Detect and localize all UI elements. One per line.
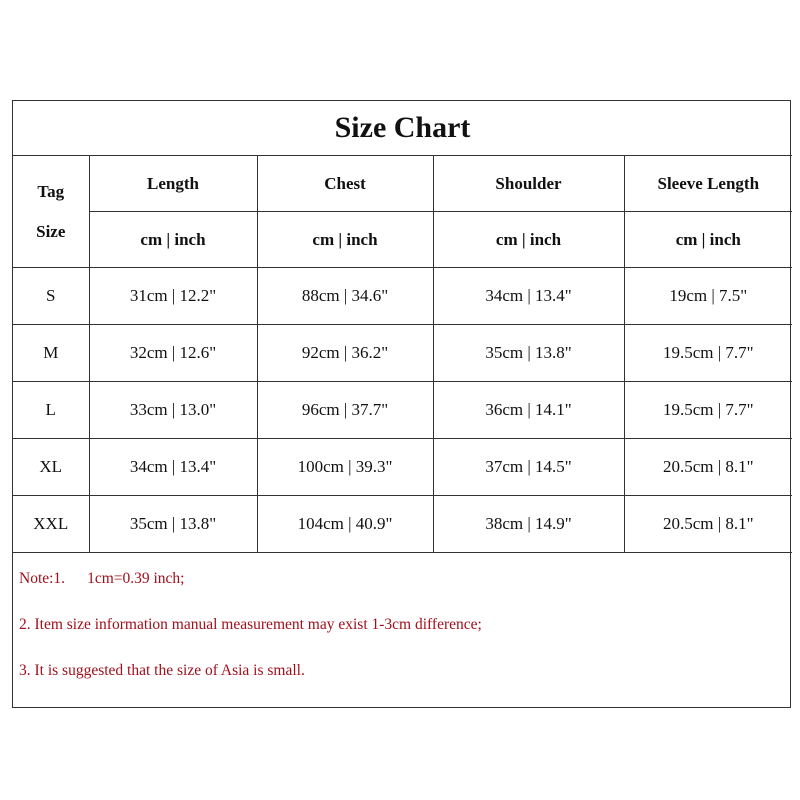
sleeve-cell: 20.5cm | 8.1" xyxy=(624,439,792,496)
column-header-sleeve-length: Sleeve Length xyxy=(624,156,792,212)
shoulder-cell: 37cm | 14.5" xyxy=(433,439,624,496)
size-label: Size xyxy=(36,221,66,241)
chest-cell: 100cm | 39.3" xyxy=(257,439,433,496)
size-cell: XXL xyxy=(13,496,89,553)
unit-label: cm | inch xyxy=(257,212,433,268)
notes-section xyxy=(13,553,790,707)
size-cell: M xyxy=(13,325,89,382)
note-1 xyxy=(19,567,784,613)
sleeve-cell: 19.5cm | 7.7" xyxy=(624,382,792,439)
table-row xyxy=(13,325,792,382)
length-cell: 33cm | 13.0" xyxy=(89,382,257,439)
size-cell: XL xyxy=(13,439,89,496)
unit-label: cm | inch xyxy=(433,212,624,268)
size-cell: L xyxy=(13,382,89,439)
note-3: 3. It is suggested that the size of Asia is small. xyxy=(19,662,305,679)
chest-cell: 92cm | 36.2" xyxy=(257,325,433,382)
sleeve-cell: 19cm | 7.5" xyxy=(624,268,792,325)
length-cell: 31cm | 12.2" xyxy=(89,268,257,325)
note-2: 2. Item size information manual measurement may exist 1-3cm difference; xyxy=(19,616,482,633)
length-cell: 34cm | 13.4" xyxy=(89,439,257,496)
shoulder-cell: 35cm | 13.8" xyxy=(433,325,624,382)
size-chart xyxy=(12,100,791,708)
size-table xyxy=(13,101,792,553)
table-row xyxy=(13,268,792,325)
tag-size-header xyxy=(13,156,89,268)
unit-label: cm | inch xyxy=(89,212,257,268)
unit-label: cm | inch xyxy=(624,212,792,268)
size-cell: S xyxy=(13,268,89,325)
chest-cell: 88cm | 34.6" xyxy=(257,268,433,325)
chart-title: Size Chart xyxy=(13,101,792,156)
length-cell: 32cm | 12.6" xyxy=(89,325,257,382)
table-row xyxy=(13,439,792,496)
length-cell: 35cm | 13.8" xyxy=(89,496,257,553)
header-row xyxy=(13,156,792,212)
table-row xyxy=(13,496,792,553)
column-header-shoulder: Shoulder xyxy=(433,156,624,212)
shoulder-cell: 38cm | 14.9" xyxy=(433,496,624,553)
shoulder-cell: 34cm | 13.4" xyxy=(433,268,624,325)
column-header-length: Length xyxy=(89,156,257,212)
sleeve-cell: 20.5cm | 8.1" xyxy=(624,496,792,553)
shoulder-cell: 36cm | 14.1" xyxy=(433,382,624,439)
tag-label: Tag xyxy=(37,181,65,201)
table-row xyxy=(13,382,792,439)
chest-cell: 104cm | 40.9" xyxy=(257,496,433,553)
column-header-chest: Chest xyxy=(257,156,433,212)
chest-cell: 96cm | 37.7" xyxy=(257,382,433,439)
sleeve-cell: 19.5cm | 7.7" xyxy=(624,325,792,382)
unit-row xyxy=(13,212,792,268)
note-1-prefix: Note:1. xyxy=(19,570,66,587)
note-1-text: 1cm=0.39 inch; xyxy=(87,570,185,587)
